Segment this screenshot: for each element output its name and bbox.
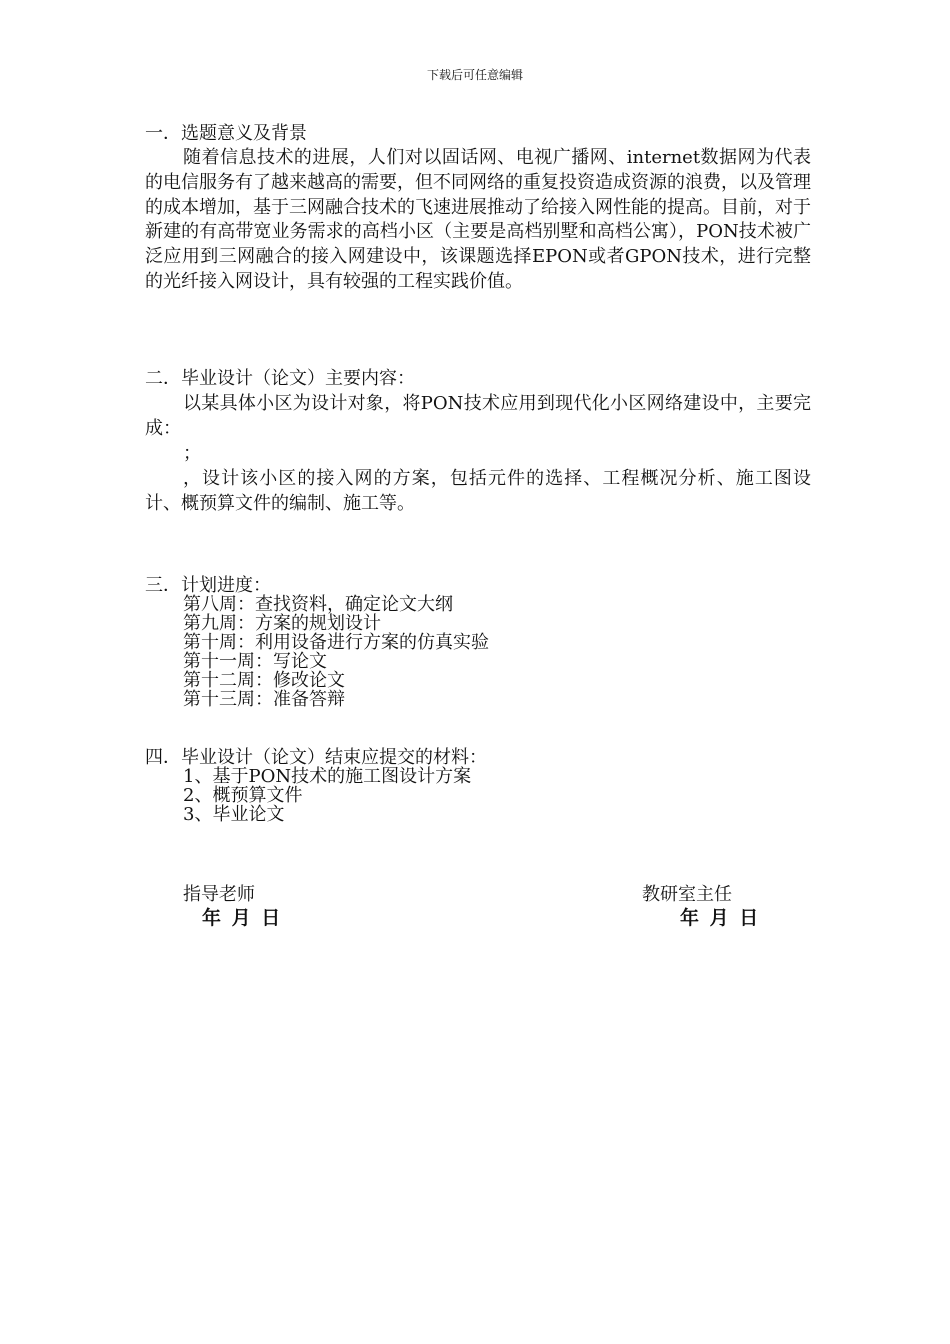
section-title: 一．选题意义及背景	[145, 123, 307, 144]
section-schedule	[145, 576, 811, 709]
advisor-label: 指导老师	[183, 884, 255, 905]
section-background	[145, 122, 811, 295]
advisor-date: 年 月 日	[202, 907, 281, 929]
deliverable-item: 2、概预算文件	[183, 785, 303, 806]
section-title: 四．毕业设计（论文）结束应提交的材料：	[145, 747, 487, 768]
deliverable-item: 3、毕业论文	[183, 804, 285, 825]
section-main-content	[145, 367, 811, 516]
schedule-item: 第十一周：写论文	[183, 651, 327, 672]
schedule-item: 第八周：查找资料，确定论文大纲	[183, 594, 453, 615]
deliverable-item: 1、基于PON技术的施工图设计方案	[183, 766, 472, 787]
section-title: 二．毕业设计（论文）主要内容：	[145, 368, 415, 389]
content-item: ；	[183, 443, 201, 464]
section-title: 三．计划进度：	[145, 575, 271, 596]
content-item: ，设计该小区的接入网的方案，包括元件的选择、工程概况分析、施工图设计、概预算文件的编制、施工等。	[145, 468, 811, 514]
schedule-item: 第十周：利用设备进行方案的仿真实验	[183, 632, 489, 653]
section-paragraph: 随着信息技术的进展，人们对以固话网、电视广播网、internet数据网为代表的电信服务有了越来越高的需要，但不同网络的重复投资造成资源的浪费，以及管理的成本增加，基于三网融合技术的飞速进展推动了给接入网性能的提高。目前，对于新建的有高带宽业务需求的高档小区（主要是高档别墅和高档公寓），PON技术被广泛应用到三网融合的接入网建设中，该课题选择EPON或者GPON技术，进行完整的光纤接入网设计，具有较强的工程实践价值。	[145, 147, 811, 292]
section-paragraph: 以某具体小区为设计对象，将PON技术应用到现代化小区网络建设中，主要完成：	[145, 393, 811, 439]
page-header: 下载后可任意编辑	[426, 68, 523, 82]
director-date: 年 月 日	[680, 907, 759, 929]
schedule-item: 第十三周：准备答辩	[183, 689, 345, 710]
director-label: 教研室主任	[642, 884, 732, 905]
schedule-item: 第十二周：修改论文	[183, 670, 345, 691]
section-deliverables	[145, 748, 811, 824]
schedule-item: 第九周：方案的规划设计	[183, 613, 381, 634]
